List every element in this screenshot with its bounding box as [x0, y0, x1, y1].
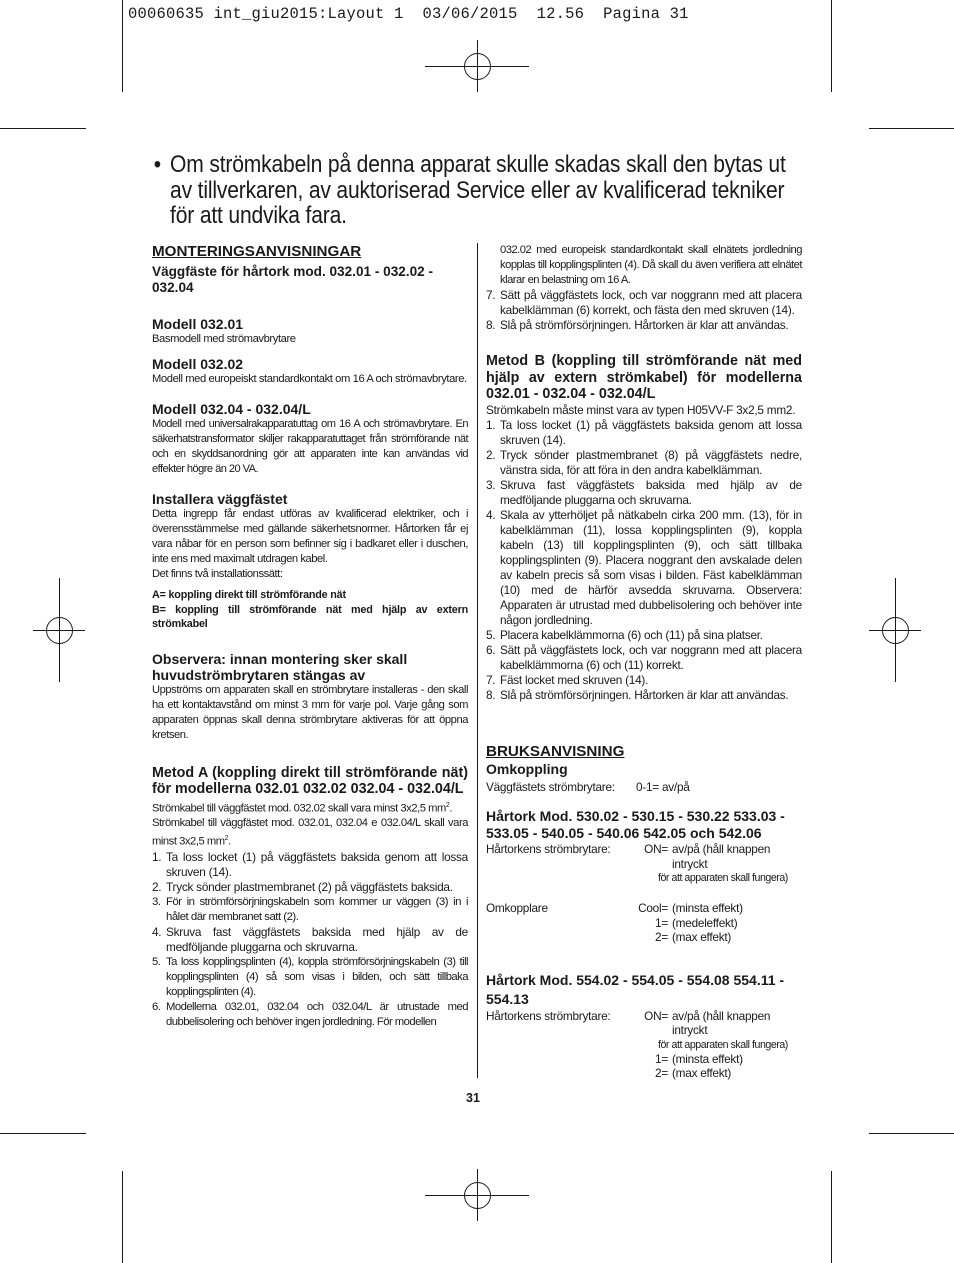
registration-circle: [46, 617, 73, 644]
list-item: 8. Slå på strömförsörjningen. Hårtorken är klar att användas.: [486, 687, 789, 702]
method-a-text-1: Strömkabel till väggfästet mod. 032.02 skall vara minst 3x2,5 $mm^2$.: [152, 801, 453, 815]
list-item: 7. Sätt på väggfästets lock, och var noggrann med att placera kabelklämman (6) korrekt, och fästa den med skruven (14).: [486, 288, 802, 317]
method-a-steps-tail: [486, 288, 802, 333]
speed-1-row: 1= (minsta effekt): [655, 1051, 743, 1066]
install-text: Detta ingrepp får endast utföras av kvalificerad elektriker, och i överensstämmelse med gällande säkerhetsnormer. Hårtorken får ej vara nåbar för en person som befinner sig i badkaret eller i duschen, inte ens med maximalt utdragen kabel.: [152, 508, 468, 565]
method-a-step-6-continued: 032.02 med europeisk standardkontakt skall elnätets jordledning kopplas till kopplingsplinten (4). Då skall du även verifiera att elnätet klarar en belastning om 16 A.: [500, 244, 802, 286]
intro-text: Om strömkabeln på denna apparat skulle skadas skall den bytas ut av tillverkaren, av auktoriserad Service eller av kvalificerad tekniker för att undvika fara.: [170, 151, 786, 229]
install-title: Installera väggfästet: [152, 491, 288, 507]
left-column: [152, 243, 468, 1030]
model-032-02-title: Modell 032.02: [152, 356, 244, 372]
method-b-steps: [486, 418, 802, 703]
crop-mark: [0, 1133, 86, 1134]
list-item: 7. Fäst locket med skruven (14).: [486, 672, 649, 687]
crop-mark: [831, 1171, 832, 1263]
list-item: 2. Tryck sönder plastmembranet (8) på väggfästets nedre, vänstra sida, för att föra in den andra kabelklämman.: [486, 447, 802, 477]
selector-2-row: 2= (max effekt): [655, 930, 732, 944]
list-item: 1. Ta loss locket (1) på väggfästets baksida genom att lossa skruven (14).: [152, 849, 468, 879]
model-032-04-title: Modell 032.04 - 032.04/L: [152, 401, 311, 417]
model-032-01-text: Basmodell med strömavbrytare: [152, 333, 296, 345]
note-title: Observera: innan montering sker skall huvudströmbrytaren stängas av: [152, 650, 408, 683]
crop-mark: [831, 0, 832, 92]
switching-subtitle: Omkoppling: [486, 760, 568, 777]
selector-1-row: 1= (medeleffekt): [655, 915, 738, 930]
model-032-04-text: Modell med universalrakapparatuttag om 16 A och strömavbrytare. En säkerhatstransformator skiljer rakapparatuttaget från strömförande nät och en skyddsanordning gör att apparaten inte kan användas vid effekter högre än 20 VA.: [152, 418, 468, 475]
model-032-01-title: Modell 032.01: [152, 316, 244, 332]
way-b: B= koppling till strömförande nät med hjälp av extern strömkabel: [152, 603, 468, 630]
selector-cool-row: Omkopplare Cool= (minsta effekt): [486, 901, 743, 915]
note-text: Uppströms om apparaten skall en strömbrytare installeras - den skall ha ett kontaktavstånd om minst 3 mm för varje pol. Varje gång som apparaten öppnas skall denna strömbrytare aktiveras för att öppna kretsen.: [152, 683, 468, 741]
registration-circle: [464, 1182, 491, 1209]
list-item: 4. Skala av ytterhöljet på nätkabeln cirka 200 mm. (13), för in kabelklämman (11), lossa kopplingsplinten (9), koppla kabeln (13) till kopplingsplinten (9), och sätt tillbaka kopplingsplinten (9). Placera noggrant den avskalade delen av kabeln precis så som visas i bilden. Fäst kabelklämman (10) med de härför avsedda skruvarna. Observera: Apparaten är utrustad med dubbelisolering och behöver inte någon jordledning.: [486, 507, 802, 627]
list-item: 1. Ta loss locket (1) på väggfästets baksida genom att lossa skruven (14).: [486, 417, 802, 447]
crop-mark: [869, 128, 954, 129]
list-item: 8. Slå på strömförsörjningen. Hårtorken är klar att användas.: [486, 318, 789, 332]
list-item: 3. Skruva fast väggfästets baksida med hjälp av de medföljande pluggarna och skruvarna.: [486, 477, 802, 507]
crop-mark: [0, 128, 86, 129]
dryer-models-1-title: Hårtork Mod. 530.02 - 530.15 - 530.22 533.03 - 533.05 - 540.05 - 540.06 542.05 och 542.06: [486, 808, 785, 841]
method-a-steps: [152, 850, 468, 1030]
section-title-usage: BRUKSANVISNING: [486, 742, 625, 760]
bullet: •: [153, 151, 161, 178]
speed-2-row: 2= (max effekt): [655, 1066, 732, 1080]
list-item: 2. Tryck sönder plastmembranet (2) på väggfästets baksida.: [152, 879, 453, 894]
list-item: 6. Sätt på väggfästets lock, och var noggrann med att placera kabelklämmorna (6) och (11) korrekt.: [486, 642, 802, 672]
print-slug-header: 00060635 int_giu2015:Layout 1 03/06/2015 12.56 Pagina 31: [128, 5, 689, 23]
list-item: 5. Ta loss kopplingsplinten (4), koppla strömförsörjningskabeln (3) till kopplingsplinten (4) så som visas i bilden, och sätt tillbaka kopplingsplinten (4).: [152, 955, 468, 998]
dryer-switch-row: Hårtorkens strömbrytare: ON= av/på (håll knappen intryckt: [486, 842, 771, 871]
registration-circle: [464, 53, 491, 80]
dryer-switch-row-2: Hårtorkens strömbrytare: ON= av/på (håll knappen intryckt: [486, 1008, 771, 1037]
crop-mark: [122, 0, 123, 92]
page-number: 31: [466, 1091, 480, 1105]
model-032-02-text: Modell med europeiskt standardkontakt om 16 A och strömavbrytare.: [152, 373, 467, 385]
crop-mark: [869, 1133, 954, 1134]
list-item: 6. Modellerna 032.01, 032.04 och 032.04/L är utrustade med dubbelisolering och behöver ingen jordledning. För modellen: [152, 1000, 468, 1028]
subtitle-wall-mount: Väggfäste för hårtork mod. 032.01 - 032.02 - 032.04: [152, 264, 434, 295]
list-item: 5. Placera kabelklämmorna (6) och (11) på sina platser.: [486, 627, 763, 642]
list-item: 3. För in strömförsörjningskabeln som kommer ur väggen (3) in i hålet där membranet satt (2).: [152, 895, 468, 923]
column-divider: [477, 243, 478, 1078]
intro-warning: [152, 151, 786, 229]
wall-switch-row: Väggfästets strömbrytare: 0-1= av/på: [486, 779, 690, 794]
section-title-installation: MONTERINGSANVISNINGAR: [152, 243, 362, 260]
dryer-models-2-title: Hårtork Mod. 554.02 - 554.05 - 554.08 554.11 - 554.13: [486, 971, 785, 1007]
registration-circle: [882, 617, 909, 644]
on-note: för att apparaten skall fungera): [658, 872, 788, 884]
right-column: [486, 243, 802, 1081]
way-a: A= koppling direkt till strömförande nät: [152, 589, 346, 601]
crop-mark: [122, 1171, 123, 1263]
install-ways: Det finns två installationssätt:: [152, 568, 283, 580]
method-a-title: Metod A (koppling direkt till strömförande nät) för modellerna 032.01 032.02 032.04 - 032.04/L: [152, 764, 468, 797]
list-item: 4. Skruva fast väggfästets baksida med hjälp av de medföljande pluggarna och skruvarna.: [152, 924, 468, 954]
method-b-text: Strömkabeln måste minst vara av typen H05VV-F 3x2,5 mm2.: [486, 402, 796, 417]
method-a-text-2: Strömkabel till väggfästet mod. 032.01, 032.04 e 032.04/L skall vara minst 3x2,5 $mm^2$.: [152, 817, 468, 848]
method-b-title: Metod B (koppling till strömförande nät med hjälp av extern strömkabel) för modellerna 032.01 - 032.04 - 032.04/L: [486, 353, 802, 402]
on-note-2: för att apparaten skall fungera): [658, 1038, 788, 1051]
